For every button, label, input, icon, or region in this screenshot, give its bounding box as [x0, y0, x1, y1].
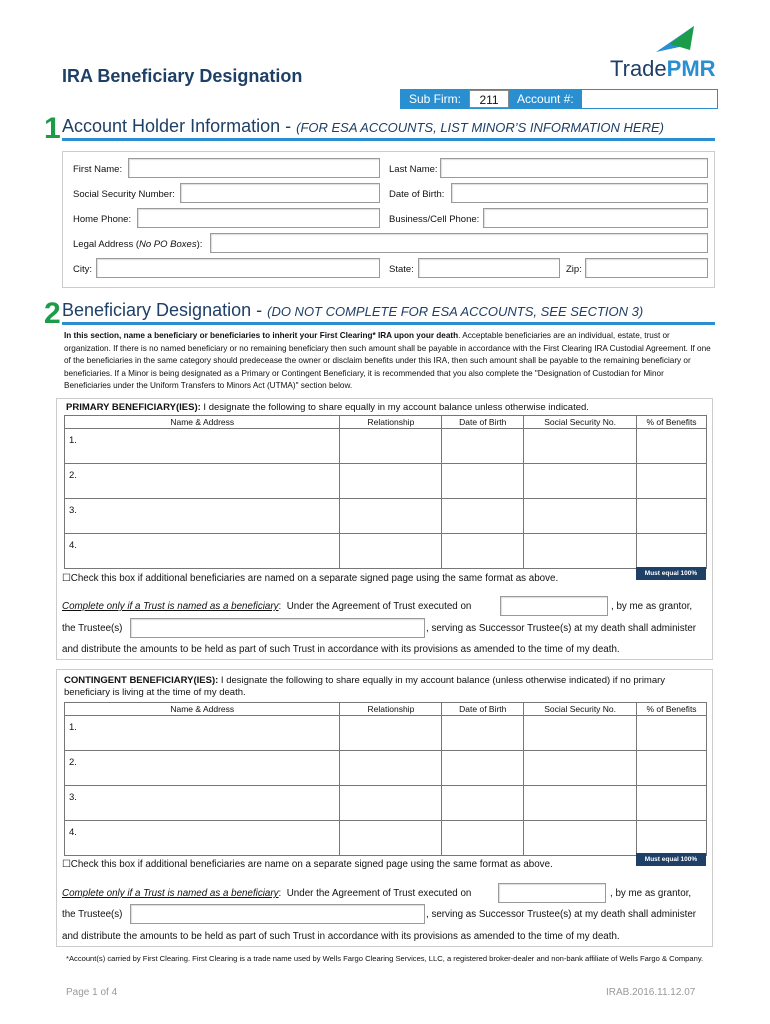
zip-label: Zip:: [566, 264, 582, 275]
primary-table: [64, 415, 707, 569]
col-date-of-birth: Date of Birth: [442, 703, 524, 716]
state-label: State:: [389, 264, 414, 275]
cell[interactable]: [524, 499, 637, 534]
section-1-title-text: Account Holder Information -: [62, 116, 297, 136]
contingent-trust-colon: :: [278, 888, 282, 899]
first-name-label: First Name:: [73, 164, 123, 175]
table-row: [65, 821, 707, 856]
account-number-label: Account #:: [509, 90, 582, 108]
section-2-number: 2: [44, 297, 61, 330]
contingent-distribute: and distribute the amounts to be held as part of such Trust in accordance with its provisions as amended to the time of my death.: [62, 931, 620, 942]
section-2-subtitle: (DO NOT COMPLETE FOR ESA ACCOUNTS, SEE SECTION 3): [267, 304, 644, 319]
cell[interactable]: [637, 499, 707, 534]
contingent-successor: , serving as Successor Trustee(s) at my death shall administer: [426, 909, 697, 920]
cell[interactable]: [637, 716, 707, 751]
legal-address-label-a: Legal Address (: [73, 239, 140, 250]
col-percent: % of Benefits: [637, 416, 707, 429]
ssn-field[interactable]: [180, 183, 380, 203]
contingent-row-1-name[interactable]: 1.: [65, 716, 340, 751]
primary-trust-label: Complete only if a Trust is named as a beneficiary: [62, 601, 279, 612]
footer-note: *Account(s) carried by First Clearing. First Clearing is a trade name used by Wells Fargo Clearing Services, LLC, a registered broker-dealer and non-bank affiliate of Wells Fargo & Company.: [66, 954, 704, 963]
contingent-trust-line: [62, 888, 471, 899]
legal-address-label-c: ):: [196, 239, 203, 250]
section-2-title: [62, 300, 643, 321]
cell[interactable]: [340, 821, 442, 856]
contingent-must-equal-badge: Must equal 100%: [636, 853, 706, 866]
primary-heading-bold: PRIMARY BENEFICIARY(IES):: [66, 402, 201, 413]
form-id: IRAB.2016.11.12.07: [606, 987, 696, 998]
contingent-table-header: [65, 703, 707, 716]
cell[interactable]: [524, 821, 637, 856]
contingent-trust-date-field[interactable]: [498, 883, 606, 903]
city-label: City:: [73, 264, 92, 275]
primary-trust-date-field[interactable]: [500, 596, 608, 616]
table-row: [65, 786, 707, 821]
table-row: [65, 716, 707, 751]
cell[interactable]: [442, 716, 524, 751]
no-po-boxes: No PO Boxes: [139, 239, 197, 250]
section-1-title: [62, 116, 664, 137]
primary-trustees-field[interactable]: [130, 618, 425, 638]
primary-grantor: , by me as grantor,: [611, 601, 693, 612]
contingent-heading-rest: I designate the following to share equally in my account balance (unless otherwise indicated) if no primary beneficiary is living at the time of my death.: [64, 675, 666, 698]
cell[interactable]: [524, 716, 637, 751]
cell[interactable]: [340, 429, 442, 464]
cell[interactable]: [524, 429, 637, 464]
cell[interactable]: [340, 534, 442, 569]
primary-row-4-name[interactable]: 4.: [65, 534, 340, 569]
section-1-number: 1: [44, 112, 61, 145]
primary-distribute: and distribute the amounts to be held as part of such Trust in accordance with its provisions as amended to the time of my death.: [62, 644, 620, 655]
logo-pmr: PMR: [666, 56, 716, 81]
primary-additional-checkbox[interactable]: ☐Check this box if additional beneficiaries are named on a separate signed page using the same format as above.: [62, 573, 559, 584]
cell[interactable]: [637, 429, 707, 464]
primary-must-equal-badge: Must equal 100%: [636, 567, 706, 580]
cell[interactable]: [524, 464, 637, 499]
cell[interactable]: [340, 786, 442, 821]
primary-trust-colon: :: [278, 601, 282, 612]
col-relationship: Relationship: [340, 703, 442, 716]
table-row: [65, 751, 707, 786]
contingent-heading: [64, 675, 709, 699]
tradepmr-logo: [610, 22, 720, 84]
cell[interactable]: [637, 534, 707, 569]
contingent-trust-text: Under the Agreement of Trust executed on: [286, 888, 472, 899]
col-ssn: Social Security No.: [524, 703, 637, 716]
cell[interactable]: [637, 751, 707, 786]
cell[interactable]: [442, 751, 524, 786]
zip-field[interactable]: [585, 258, 708, 278]
last-name-field[interactable]: [440, 158, 708, 178]
cell[interactable]: [524, 786, 637, 821]
business-phone-field[interactable]: [483, 208, 708, 228]
legal-address-label: [73, 239, 202, 250]
sub-firm-bar: [400, 89, 718, 109]
logo-wordmark: [610, 56, 716, 82]
table-row: [65, 464, 707, 499]
section-2-divider: [62, 322, 715, 325]
contingent-row-2-name[interactable]: 2.: [65, 751, 340, 786]
col-relationship: Relationship: [340, 416, 442, 429]
section-1-subtitle: (FOR ESA ACCOUNTS, LIST MINOR’S INFORMATION HERE): [296, 120, 664, 135]
last-name-label: Last Name:: [389, 164, 438, 175]
cell[interactable]: [524, 534, 637, 569]
col-percent: % of Benefits: [637, 703, 707, 716]
cell[interactable]: [340, 464, 442, 499]
sub-firm-label: Sub Firm:: [401, 90, 469, 108]
cell[interactable]: [442, 499, 524, 534]
primary-heading-rest: I designate the following to share equally in my account balance unless otherwise indicated.: [200, 402, 589, 413]
col-ssn: Social Security No.: [524, 416, 637, 429]
primary-heading: [66, 402, 706, 413]
contingent-trustees-field[interactable]: [130, 904, 425, 924]
primary-row-1-name[interactable]: 1.: [65, 429, 340, 464]
cell[interactable]: [442, 786, 524, 821]
contingent-table: [64, 702, 707, 856]
first-name-field[interactable]: [128, 158, 380, 178]
col-name-address: Name & Address: [65, 703, 340, 716]
section-2-intro: [64, 330, 712, 393]
logo-trade: Trade: [610, 56, 667, 81]
table-row: [65, 499, 707, 534]
intro-rest: . Acceptable beneficiaries are an individual, estate, trust or organization. If there is no named beneficiary or no remaining beneficiary then such amount shall be payable in accordance with the First Clearing IRA Custodial Agreement. If one of the beneficiaries in the same category should predecease the owner or disclaim benefits under this IRA, then such amount shall be payable to the remaining beneficiary or beneficiaries. If a Minor is being designated as a Primary or Contingent Beneficiary, it is recommended that you also complete the "Designation of Custodian for Minor Beneficiaries under the Uniform Transfers to Minors Act (UTMA)" section below.: [64, 331, 711, 390]
contingent-row-3-name[interactable]: 3.: [65, 786, 340, 821]
cell[interactable]: [637, 786, 707, 821]
contingent-trust-label: Complete only if a Trust is named as a beneficiary: [62, 888, 279, 899]
primary-trust-text: Under the Agreement of Trust executed on: [286, 601, 472, 612]
cell[interactable]: [442, 429, 524, 464]
ssn-label: Social Security Number:: [73, 189, 175, 200]
primary-row-2-name[interactable]: 2.: [65, 464, 340, 499]
primary-row-3-name[interactable]: 3.: [65, 499, 340, 534]
home-phone-label: Home Phone:: [73, 214, 132, 225]
intro-bold: In this section, name a beneficiary or beneficiaries to inherit your First Clearing* IRA upon your death: [64, 331, 459, 340]
table-row: [65, 429, 707, 464]
dob-label: Date of Birth:: [389, 189, 445, 200]
section-2-title-text: Beneficiary Designation -: [62, 300, 268, 320]
cell[interactable]: [637, 821, 707, 856]
primary-table-header: [65, 416, 707, 429]
section-1-divider: [62, 138, 715, 141]
cell[interactable]: [442, 464, 524, 499]
business-phone-label: Business/Cell Phone:: [389, 214, 480, 225]
contingent-trustees-label: the Trustee(s): [62, 909, 123, 920]
document-title: IRA Beneficiary Designation: [62, 66, 303, 86]
dob-field[interactable]: [451, 183, 708, 203]
col-date-of-birth: Date of Birth: [442, 416, 524, 429]
contingent-heading-bold: CONTINGENT BENEFICIARY(IES):: [64, 675, 219, 686]
state-field[interactable]: [418, 258, 560, 278]
account-number-field[interactable]: [582, 90, 717, 108]
primary-trust-line: [62, 601, 471, 612]
primary-trustees-label: the Trustee(s): [62, 623, 123, 634]
cell[interactable]: [340, 751, 442, 786]
cell[interactable]: [524, 751, 637, 786]
cell[interactable]: [340, 716, 442, 751]
cell[interactable]: [442, 821, 524, 856]
primary-successor: , serving as Successor Trustee(s) at my death shall administer: [426, 623, 697, 634]
page-number: Page 1 of 4: [66, 987, 118, 998]
cell[interactable]: [637, 464, 707, 499]
sub-firm-field[interactable]: 211: [469, 90, 509, 108]
col-name-address: Name & Address: [65, 416, 340, 429]
table-row: [65, 534, 707, 569]
home-phone-field[interactable]: [137, 208, 380, 228]
contingent-additional-checkbox[interactable]: ☐Check this box if additional beneficiaries are name on a separate signed page using the same format as above.: [62, 859, 553, 870]
cell[interactable]: [340, 499, 442, 534]
legal-address-field[interactable]: [210, 233, 708, 253]
contingent-row-4-name[interactable]: 4.: [65, 821, 340, 856]
cell[interactable]: [442, 534, 524, 569]
city-field[interactable]: [96, 258, 380, 278]
contingent-grantor: , by me as grantor,: [610, 888, 692, 899]
